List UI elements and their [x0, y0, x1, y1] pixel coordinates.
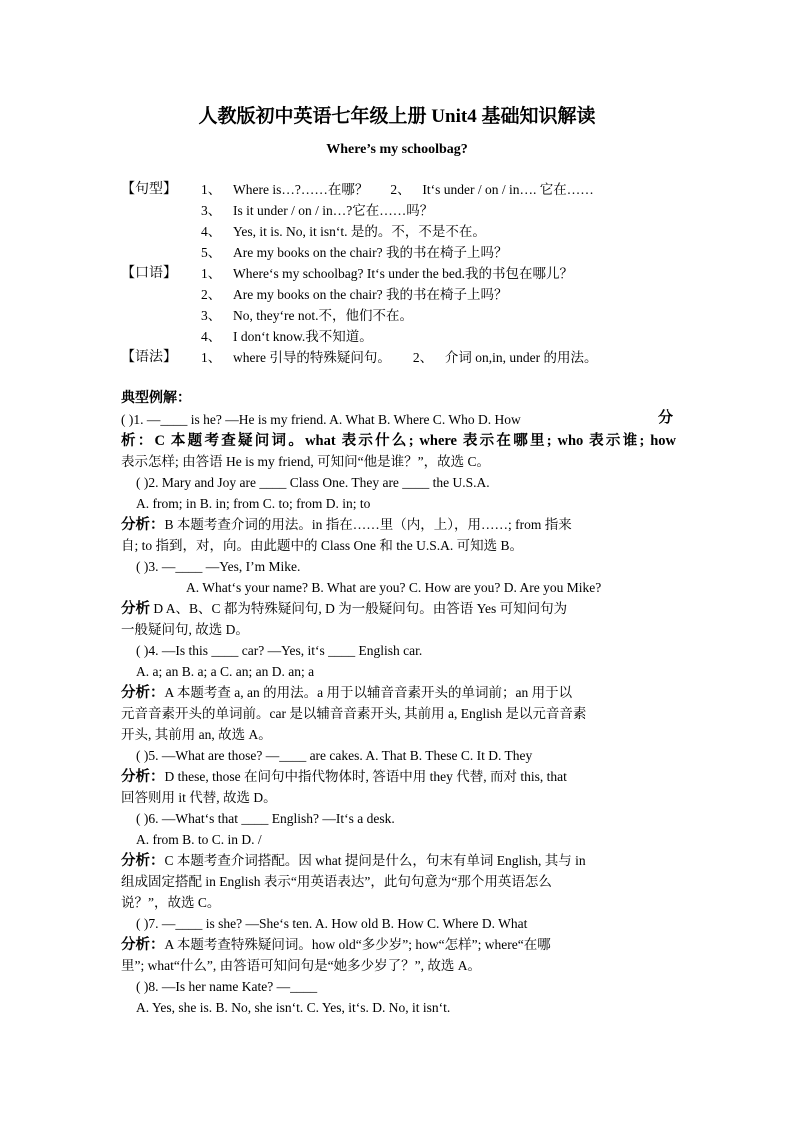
item-number: 1、 — [201, 350, 222, 365]
analysis-6-line-2: 组成固定搭配 in English 表示“用英语表达”，此句句意为“那个用英语怎么 — [121, 874, 552, 889]
analysis-text: A 本题考查 a, an 的用法。a 用于以辅音音素开头的单词前；an 用于以 — [164, 685, 573, 700]
section-label-grammar: 【语法】 — [121, 350, 177, 365]
oral-row — [201, 285, 507, 305]
analysis-5-line-1 — [121, 767, 567, 787]
page-subtitle: Where’s my schoolbag? — [326, 142, 468, 157]
question-3-options: A. What‘s your name? B. What are you? C. How are you? D. Are you Mike? — [186, 580, 602, 595]
item-number: 2、 — [390, 182, 411, 197]
item-text: Are my books on the chair? 我的书在椅子上吗？ — [233, 245, 508, 260]
item-text: Is it under / on / in…?它在……吗？ — [233, 203, 434, 218]
item-number: 2、 — [201, 287, 222, 302]
item-text: I don‘t know.我不知道。 — [233, 329, 373, 344]
analysis-2-line-2: 自; to 指到，对，向。由此题中的 Class One 和 the U.S.A. 可知选 B。 — [121, 538, 524, 553]
item-text: Where is…?……在哪？ — [233, 182, 369, 197]
item-text: where 引导的特殊疑问句。 — [233, 350, 391, 365]
analysis-6-line-1 — [121, 851, 586, 871]
question-2-options: A. from; in B. in; from C. to; from D. in; to — [136, 496, 371, 511]
question-6-options: A. from B. to C. in D. / — [136, 832, 262, 847]
sentence-pattern-row — [201, 180, 594, 200]
section-label-sentence-patterns: 【句型】 — [121, 182, 177, 197]
analysis-text: B 本题考查介词的用法。in 指在……里（内，上），用……; from 指来 — [164, 517, 572, 532]
analysis-7-line-2: 里”; what“什么”, 由答语可知问句是“她多少岁了？”, 故选 A。 — [121, 958, 481, 973]
examples-heading: 典型例解： — [121, 391, 191, 406]
item-text: It‘s under / on / in…. 它在…… — [422, 182, 594, 197]
analysis-text: D A、B、C 都为特殊疑问句, D 为一般疑问句。由答语 Yes 可知问句为 — [150, 601, 568, 616]
sentence-pattern-row — [201, 201, 433, 221]
analysis-5-line-2: 回答则用 it 代替, 故选 D。 — [121, 790, 277, 805]
analysis-label: 分析： — [121, 769, 165, 785]
sentence-pattern-row — [201, 222, 486, 242]
analysis-1-line-2: 表示怎样; 由答语 He is my friend, 可知问“他是谁？”，故选 C。 — [121, 454, 490, 469]
analysis-2-line-1 — [121, 515, 572, 535]
oral-row — [201, 327, 373, 347]
question-6: ( )6. —What‘s that ____ English? —It‘s a desk. — [136, 811, 395, 826]
item-text: Where‘s my schoolbag? It‘s under the bed.我的书包在哪儿？ — [233, 266, 574, 281]
item-text: No, they‘re not.不，他们不在。 — [233, 308, 413, 323]
analysis-text: C 本题考查介词搭配。因 what 提问是什么，句末有单词 English, 其与 in — [164, 853, 586, 868]
sentence-pattern-row — [201, 243, 507, 263]
item-number: 5、 — [201, 245, 222, 260]
item-text: Yes, it is. No, it isn‘t. 是的。不，不是不在。 — [233, 224, 486, 239]
question-1: ( )1. —____ is he? —He is my friend. A. What B. Where C. Who D. How — [121, 412, 521, 427]
analysis-label: 分析 — [121, 601, 150, 617]
item-text: Are my books on the chair? 我的书在椅子上吗？ — [233, 287, 508, 302]
oral-row — [201, 264, 573, 284]
question-3: ( )3. —____ —Yes, I’m Mike. — [136, 559, 301, 574]
analysis-text: D these, those 在问句中指代物体时, 答语中用 they 代替, 而对 this, that — [164, 769, 567, 784]
oral-row — [201, 306, 413, 326]
analysis-label: 分析： — [121, 937, 165, 953]
analysis-4-line-3: 开头, 其前用 an, 故选 A。 — [121, 727, 272, 742]
question-4-options: A. a; an B. a; a C. an; an D. an; a — [136, 664, 315, 679]
analysis-3-line-1 — [121, 599, 567, 619]
analysis-label: 分析： — [121, 853, 165, 869]
question-2: ( )2. Mary and Joy are ____ Class One. They are ____ the U.S.A. — [136, 475, 490, 490]
item-number: 1、 — [201, 182, 222, 197]
analysis-6-line-3: 说？”，故选 C。 — [121, 895, 221, 910]
item-text: 介词 on,in, under 的用法。 — [444, 350, 598, 365]
item-number: 1、 — [201, 266, 222, 281]
item-number: 3、 — [201, 203, 222, 218]
question-7: ( )7. —____ is she? —She‘s ten. A. How old B. How C. Where D. What — [136, 916, 528, 931]
question-8: ( )8. —Is her name Kate? —____ — [136, 979, 318, 994]
section-label-oral: 【口语】 — [121, 266, 177, 281]
question-4: ( )4. —Is this ____ car? —Yes, it‘s ____ English car. — [136, 643, 423, 658]
analysis-label: 分 — [658, 410, 674, 426]
grammar-row — [201, 348, 597, 368]
analysis-text: A 本题考查特殊疑问词。how old“多少岁”; how“怎样”; where“在哪 — [164, 937, 551, 952]
item-number: 4、 — [201, 329, 222, 344]
question-8-options: A. Yes, she is. B. No, she isn‘t. C. Yes, it‘s. D. No, it isn‘t. — [136, 1000, 451, 1015]
item-number: 3、 — [201, 308, 222, 323]
item-number: 2、 — [412, 350, 434, 365]
question-5: ( )5. —What are those? —____ are cakes. A. That B. These C. It D. They — [136, 748, 533, 763]
analysis-3-line-2: 一般疑问句, 故选 D。 — [121, 622, 249, 637]
page-title: 人教版初中英语七年级上册 Unit4 基础知识解读 — [198, 106, 596, 127]
analysis-1-line-1: 析：C 本题考查疑问词。what 表示什么; where 表示在哪里; who 表示谁; how — [121, 433, 676, 449]
analysis-label: 分析： — [121, 517, 165, 533]
analysis-7-line-1 — [121, 935, 551, 955]
item-number: 4、 — [201, 224, 222, 239]
analysis-label: 分析： — [121, 685, 165, 701]
analysis-4-line-2: 元音音素开头的单词前。car 是以辅音音素开头, 其前用 a, English 是以元音音素 — [121, 706, 587, 721]
analysis-4-line-1 — [121, 683, 572, 703]
